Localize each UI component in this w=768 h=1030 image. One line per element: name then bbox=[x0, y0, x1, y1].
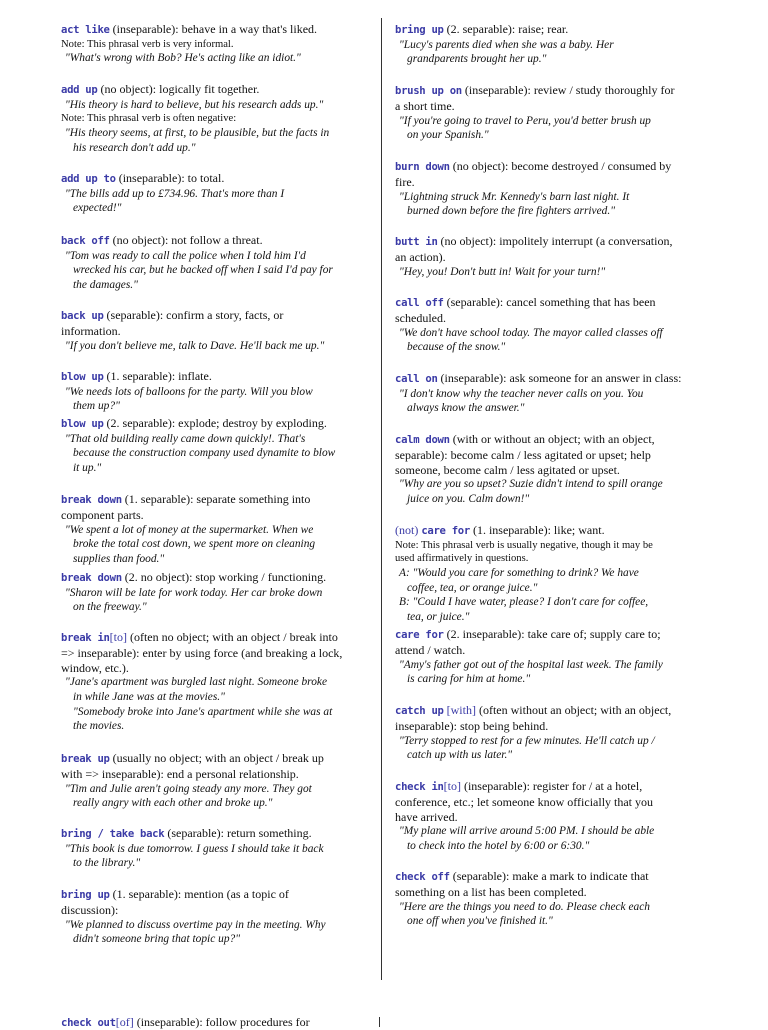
definition: (inseparable): ask someone for an answer in class: bbox=[437, 371, 682, 385]
entry-break-up bbox=[61, 751, 377, 811]
example-line: "If you're going to travel to Peru, you'd better brush up bbox=[399, 114, 651, 127]
example-line: "My plane will arrive around 5:00 PM. I should be able bbox=[399, 825, 655, 838]
note: Note: This phrasal verb is often negative: bbox=[61, 113, 237, 125]
example-line: "I don't know why the teacher never calls on you. You bbox=[399, 387, 644, 400]
example-line: supplies than food." bbox=[73, 552, 165, 565]
entry-back-off bbox=[61, 233, 377, 293]
example-line: expected!" bbox=[73, 202, 122, 215]
definition: (no object): logically fit together. bbox=[97, 82, 260, 96]
example-line: B: "Could I have water, please? I don't care for coffee, bbox=[399, 596, 649, 609]
note: Note: This phrasal verb is very informal. bbox=[61, 38, 234, 50]
definition-continued: with => inseparable): end a personal relationship. bbox=[61, 766, 299, 781]
definition-continued: scheduled. bbox=[395, 310, 446, 325]
example-line: "Hey, you! Don't butt in! Wait for your turn!" bbox=[399, 265, 606, 278]
example-line: in while Jane was at the movies." bbox=[73, 690, 225, 703]
example-line: "Sharon will be late for work today. Her car broke down bbox=[65, 586, 323, 599]
preposition: [of] bbox=[115, 1015, 134, 1029]
preposition: [to] bbox=[443, 779, 461, 793]
definition: (1. separable): inflate. bbox=[103, 369, 212, 383]
example-line: it up." bbox=[73, 461, 102, 474]
entry-add-up bbox=[61, 82, 377, 155]
definition: (2. separable): raise; rear. bbox=[443, 22, 569, 36]
definition: (1. separable): mention (as a topic of bbox=[109, 887, 289, 901]
term: calm down bbox=[395, 434, 450, 446]
definition: (separable): confirm a story, facts, or bbox=[103, 308, 284, 322]
entry-blow-up-1 bbox=[61, 369, 377, 414]
definition: (separable): return something. bbox=[164, 826, 312, 840]
term: check out bbox=[61, 1017, 116, 1029]
definition: (usually no object; with an object / break up bbox=[109, 751, 324, 765]
definition-continued: separable): become calm / less agitated or upset; help bbox=[395, 447, 651, 462]
term: check in bbox=[395, 781, 444, 793]
example-line: "Here are the things you need to do. Please check each bbox=[399, 900, 650, 913]
term: call off bbox=[395, 297, 444, 309]
definition: (often without an object; with an object, bbox=[475, 703, 672, 717]
definition-continued: attend / watch. bbox=[395, 642, 466, 657]
entry-care-for-2 bbox=[395, 627, 711, 687]
entry-brush-up-on bbox=[395, 83, 711, 143]
example-line: "What's wrong with Bob? He's acting like an idiot." bbox=[65, 52, 301, 65]
term: break down bbox=[61, 572, 122, 584]
term: add up bbox=[61, 84, 98, 96]
example-line: juice on you. Calm down!" bbox=[407, 492, 530, 505]
example-line: "That old building really came down quickly!. That's bbox=[65, 432, 306, 445]
term: catch up bbox=[395, 705, 444, 717]
example-line: is caring for him at home." bbox=[407, 673, 531, 686]
definition: (no object): not follow a threat. bbox=[109, 233, 263, 247]
definition: (with or without an object; with an object, bbox=[449, 432, 655, 446]
note: used affirmatively in questions. bbox=[395, 553, 529, 565]
entry-break-down-1 bbox=[61, 492, 377, 566]
definition-continued: inseparable): stop being behind. bbox=[395, 718, 549, 733]
entry-burn-down bbox=[395, 159, 711, 219]
example-line: "Tim and Julie aren't going steady any more. They got bbox=[65, 782, 312, 795]
definition: (separable): make a mark to indicate that bbox=[449, 869, 649, 883]
entry-check-out-partial bbox=[61, 1015, 310, 1030]
example-line: "Amy's father got out of the hospital last week. The family bbox=[399, 658, 663, 671]
example-line: the damages." bbox=[73, 278, 138, 291]
definition: (no object): become destroyed / consumed by bbox=[449, 159, 672, 173]
entry-bring-up-2 bbox=[395, 22, 711, 67]
example-line: didn't someone bring that topic up?" bbox=[73, 933, 240, 946]
entry-blow-up-2 bbox=[61, 416, 377, 476]
example-line: "Terry stopped to rest for a few minutes. He'll catch up / bbox=[399, 734, 655, 747]
entry-bring-up-1 bbox=[61, 887, 377, 947]
term: break in bbox=[61, 632, 110, 644]
term: butt in bbox=[395, 236, 438, 248]
definition-continued: have arrived. bbox=[395, 809, 458, 824]
definition: (2. inseparable): take care of; supply care to; bbox=[443, 627, 661, 641]
term: bring up bbox=[61, 889, 110, 901]
negation-prefix: (not) bbox=[395, 523, 422, 537]
definition-continued: discussion): bbox=[61, 902, 119, 917]
example-line: really angry with each other and broke up." bbox=[73, 797, 273, 810]
example-line: "We needs lots of balloons for the party. Will you blow bbox=[65, 385, 313, 398]
example-line: "His theory is hard to believe, but his research adds up." bbox=[65, 98, 324, 111]
entry-butt-in bbox=[395, 234, 711, 279]
definition: (1. inseparable): like; want. bbox=[469, 523, 605, 537]
example-line: his research don't add up." bbox=[73, 141, 196, 154]
definition: (no object): impolitely interrupt (a conversation, bbox=[437, 234, 673, 248]
example-line: "His theory seems, at first, to be plausible, but the facts in bbox=[65, 126, 330, 139]
term: back off bbox=[61, 235, 110, 247]
example-line: "Tom was ready to call the police when I told him I'd bbox=[65, 249, 306, 262]
term: break down bbox=[61, 494, 122, 506]
term: burn down bbox=[395, 161, 450, 173]
example-line: "If you don't believe me, talk to Dave. He'll back me up." bbox=[65, 339, 325, 352]
entry-act-like bbox=[61, 22, 377, 66]
term: back up bbox=[61, 310, 104, 322]
definition-continued: conference, etc.; let someone know officially that you bbox=[395, 794, 654, 809]
definition: (2. separable): explode; destroy by exploding. bbox=[103, 416, 327, 430]
example-line: tea, or juice." bbox=[407, 610, 470, 623]
example-line: "Why are you so upset? Suzie didn't intend to spill orange bbox=[399, 478, 663, 491]
example-line: because the construction company used dynamite to blow bbox=[73, 447, 336, 460]
definition: (2. no object): stop working / functioning. bbox=[121, 570, 327, 584]
entry-call-on bbox=[395, 371, 711, 416]
definition-continued: fire. bbox=[395, 174, 415, 189]
example-line: "We planned to discuss overtime pay in the meeting. Why bbox=[65, 918, 326, 931]
definition-continued: window, etc.). bbox=[61, 660, 129, 675]
term: act like bbox=[61, 24, 110, 36]
column-divider bbox=[381, 18, 382, 980]
entry-bring-take-back bbox=[61, 826, 377, 871]
example-line: broke the total cost down, we spent more on cleaning bbox=[73, 538, 316, 551]
example-line: wrecked his car, but he backed off when I said I'd pay for bbox=[73, 264, 333, 277]
example-line: "Lucy's parents died when she was a baby. Her bbox=[399, 38, 614, 51]
example-line: coffee, tea, or orange juice." bbox=[407, 581, 538, 594]
entry-check-in bbox=[395, 779, 711, 854]
term: break up bbox=[61, 753, 110, 765]
example-line: to check into the hotel by 6:00 or 6:30." bbox=[407, 839, 590, 852]
example-line: catch up with us later." bbox=[407, 749, 513, 762]
preposition: [with] bbox=[443, 703, 476, 717]
example-line: always know the answer." bbox=[407, 402, 525, 415]
definition: (separable): cancel something that has been bbox=[443, 295, 656, 309]
definition: (1. separable): separate something into bbox=[121, 492, 311, 506]
term: check off bbox=[395, 871, 450, 883]
preposition: [to] bbox=[109, 630, 127, 644]
example-line: the movies. bbox=[73, 720, 125, 733]
entry-break-in bbox=[61, 630, 377, 734]
term: bring / take back bbox=[61, 828, 165, 840]
example-line: "Jane's apartment was burgled last night. Someone broke bbox=[65, 676, 328, 689]
example-line: to the library." bbox=[73, 857, 141, 870]
definition: (inseparable): review / study thoroughly for bbox=[461, 83, 675, 97]
term: call on bbox=[395, 373, 438, 385]
definition-continued: something on a list has been completed. bbox=[395, 884, 587, 899]
example-line: A: "Would you care for something to drink? We have bbox=[399, 566, 639, 579]
example-line: "Somebody broke into Jane's apartment while she was at bbox=[73, 705, 333, 718]
example-line: "We don't have school today. The mayor called classes off bbox=[399, 326, 663, 339]
term: bring up bbox=[395, 24, 444, 36]
definition: (inseparable): follow procedures for bbox=[133, 1015, 310, 1029]
entry-add-up-to bbox=[61, 171, 377, 216]
definition: (inseparable): to total. bbox=[115, 171, 225, 185]
definition-continued: information. bbox=[61, 323, 121, 338]
term: add up to bbox=[61, 173, 116, 185]
example-line: "Lightning struck Mr. Kennedy's barn last night. It bbox=[399, 190, 630, 203]
definition-continued: an action). bbox=[395, 249, 446, 264]
entry-call-off bbox=[395, 295, 711, 355]
term: blow up bbox=[61, 371, 104, 383]
example-line: "We spent a lot of money at the supermarket. When we bbox=[65, 523, 314, 536]
example-line: on the freeway." bbox=[73, 601, 147, 614]
definition-continued: someone, become calm / less agitated or upset. bbox=[395, 462, 620, 477]
entry-catch-up bbox=[395, 703, 711, 763]
entry-back-up bbox=[61, 308, 377, 353]
example-line: because of the snow." bbox=[407, 341, 506, 354]
term: care for bbox=[395, 629, 444, 641]
definition-continued: a short time. bbox=[395, 98, 455, 113]
term: blow up bbox=[61, 418, 104, 430]
example-line: on your Spanish." bbox=[407, 129, 489, 142]
example-line: burned down before the fire fighters arrived." bbox=[407, 205, 615, 218]
term: care for bbox=[421, 525, 470, 537]
term: brush up on bbox=[395, 85, 462, 97]
entry-check-off bbox=[395, 869, 711, 929]
example-line: them up?" bbox=[73, 400, 120, 413]
definition: (inseparable): register for / at a hotel, bbox=[460, 779, 643, 793]
example-line: "This book is due tomorrow. I guess I should take it back bbox=[65, 842, 324, 855]
example-line: one off when you've finished it." bbox=[407, 915, 553, 928]
definition-continued: => inseparable): enter by using force (and breaking a lock, bbox=[61, 645, 343, 660]
note: Note: This phrasal verb is usually negative, though it may be bbox=[395, 539, 653, 551]
example-line: "The bills add up to £734.96. That's more than I bbox=[65, 187, 285, 200]
definition: (often no object; with an object / break into bbox=[126, 630, 338, 644]
column-divider-next-page bbox=[379, 1017, 380, 1027]
entry-break-down-2 bbox=[61, 570, 377, 615]
entry-care-for-1 bbox=[395, 523, 711, 624]
example-line: grandparents brought her up." bbox=[407, 53, 547, 66]
definition-continued: component parts. bbox=[61, 507, 144, 522]
definition: (inseparable): behave in a way that's liked. bbox=[109, 22, 318, 36]
entry-calm-down bbox=[395, 432, 711, 507]
